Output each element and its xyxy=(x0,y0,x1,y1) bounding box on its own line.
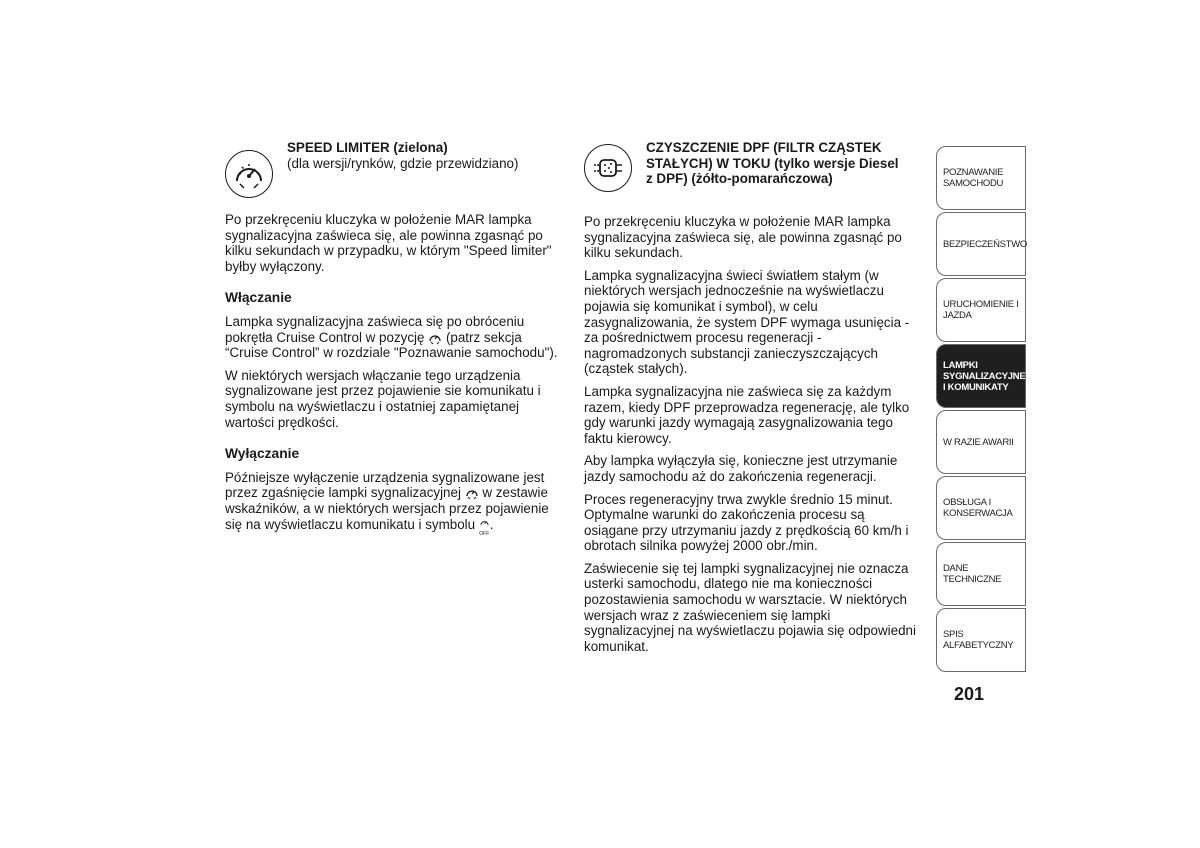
speed-limiter-intro: Po przekręceniu kluczyka w położenie MAR lampka sygnalizacyjna zaświeca się, ale powinna zgasnąć po kilku sekundach w przypadku, w którym "Speed limiter" byłby wyłączony. xyxy=(225,212,552,274)
dpf-paragraph: Lampka sygnalizacyjna nie zaświeca się za każdym razem, kiedy DPF przeprowadza regenerację, ale tylko gdy warunki jazdy wymagają zasygnalizowania tego faktu kierowcy. xyxy=(584,383,910,446)
tab-label: OBSŁUGA I KONSERWACJA xyxy=(943,497,1013,519)
off-icon-label: OFF xyxy=(479,530,490,537)
dpf-section xyxy=(584,140,920,661)
dpf-header xyxy=(584,140,920,192)
off-heading: Wyłączanie xyxy=(225,446,300,462)
tab-obsluga-i-konserwacja[interactable] xyxy=(936,476,1026,540)
on-p1-text-b: (patrz sekcja “Cruise Control” w rozdziale "Poznawanie samochodu"). xyxy=(225,329,558,361)
tab-poznawanie-samochodu[interactable] xyxy=(936,146,1026,210)
on-paragraph-2: W niektórych wersjach włączanie tego urządzenia sygnalizowane jest przez pojawienie sie komunikatu i symbolu na wyświetlaczu i ostatniej zapamiętanej wartości prędkości. xyxy=(225,367,541,430)
tab-lampki-sygnalizacyjne[interactable] xyxy=(936,344,1026,408)
page-number: 201 xyxy=(954,684,985,704)
on-paragraph-1 xyxy=(225,314,565,361)
tab-spis-alfabetyczny[interactable] xyxy=(936,608,1026,672)
dpf-paragraph: Aby lampka wyłączyła się, konieczne jest utrzymanie jazdy samochodu aż do zakończenia regeneracji. xyxy=(584,453,898,484)
dpf-paragraph: Po przekręceniu kluczyka w położenie MAR lampka sygnalizacyjna zaświeca się, ale powinna zgasnąć po kilku sekundach. xyxy=(584,214,902,261)
off-paragraph xyxy=(225,470,565,537)
tab-uruchomienie-i-jazda[interactable] xyxy=(936,278,1026,342)
speedometer-off-icon xyxy=(479,518,490,537)
tab-w-razie-awarii[interactable] xyxy=(936,410,1026,474)
tab-dane-techniczne[interactable] xyxy=(936,542,1026,606)
dpf-paragraphs xyxy=(584,214,920,654)
tab-label: DANE TECHNICZNE xyxy=(943,563,1002,585)
off-p1-text-a: Późniejsze wyłączenie urządzenia sygnalizowane jest przez zgaśnięcie lampki sygnalizacyjnej xyxy=(225,469,545,501)
tab-label: POZNAWANIE SAMOCHODU xyxy=(943,167,1004,189)
speedometer-small-icon xyxy=(465,486,479,500)
on-p1-text-a: Lampka sygnalizacyjna zaświeca się po obróceniu pokrętła Cruise Control w pozycję xyxy=(225,313,525,345)
speed-limiter-subtitle: (dla wersji/rynków, gdzie przewidziano) xyxy=(287,155,519,171)
tab-label: BEZPIECZEŃSTWO xyxy=(943,238,1027,250)
tab-label: URUCHOMIENIE I JAZDA xyxy=(943,299,1019,321)
tab-label: W RAZIE AWARII xyxy=(943,436,1014,448)
dpf-paragraph: Lampka sygnalizacyjna świeci światłem stałym (w niektórych wersjach jednocześnie na wyświetlaczu pojawia się komunikat i symbol), w celu zasygnalizowania, że system DPF wymaga usunięcia - za pośrednictwem procesu regeneracji - nagromadzonych substancji zanieczyszczających (cząstek stałych). xyxy=(584,267,910,377)
speed-limiter-section xyxy=(225,140,565,544)
dpf-title: CZYSZCZENIE DPF (FILTR CZĄSTEK STAŁYCH) W TOKU (tylko wersje Diesel z DPF) (żółto-pomarańczowa) xyxy=(646,140,899,187)
off-p1-text-b: w zestawie wskaźników, a w niektórych wersjach przez pojawienie się na wyświetlaczu komunikatu i symbolu xyxy=(225,485,549,532)
dpf-paragraph: Proces regeneracyjny trwa zwykle średnio 15 minut. Optymalne warunki do zakończenia procesu są osiągane przy utrzymaniu jazdy z prędkością 60 km/h i obrotach silnika powyżej 2000 obr./min. xyxy=(584,491,909,554)
on-heading: Włączanie xyxy=(225,290,292,306)
speed-limiter-header xyxy=(225,140,565,198)
tab-bezpieczenstwo[interactable] xyxy=(936,212,1026,276)
speedometer-small-icon xyxy=(428,331,442,345)
dpf-paragraph: Zaświecenie się tej lampki sygnalizacyjnej nie oznacza usterki samochodu, dlatego nie ma konieczności pozostawienia samochodu w warsztacie. W niektórych wersjach wraz z zaświeceniem się lampki sygnalizacyjnej na wyświetlaczu pojawia się odpowiedni komunikat. xyxy=(584,560,916,654)
tab-label: SPIS ALFABETYCZNY xyxy=(943,629,1014,651)
speed-limiter-title: SPEED LIMITER (zielona) xyxy=(287,140,448,155)
chapter-sidebar xyxy=(936,146,1026,674)
speedometer-icon xyxy=(225,150,273,198)
off-p1-text-c: . xyxy=(489,516,494,532)
tab-label: LAMPKI SYGNALIZACYJNE I KOMUNIKATY xyxy=(943,359,1026,393)
dpf-filter-icon xyxy=(584,144,632,192)
